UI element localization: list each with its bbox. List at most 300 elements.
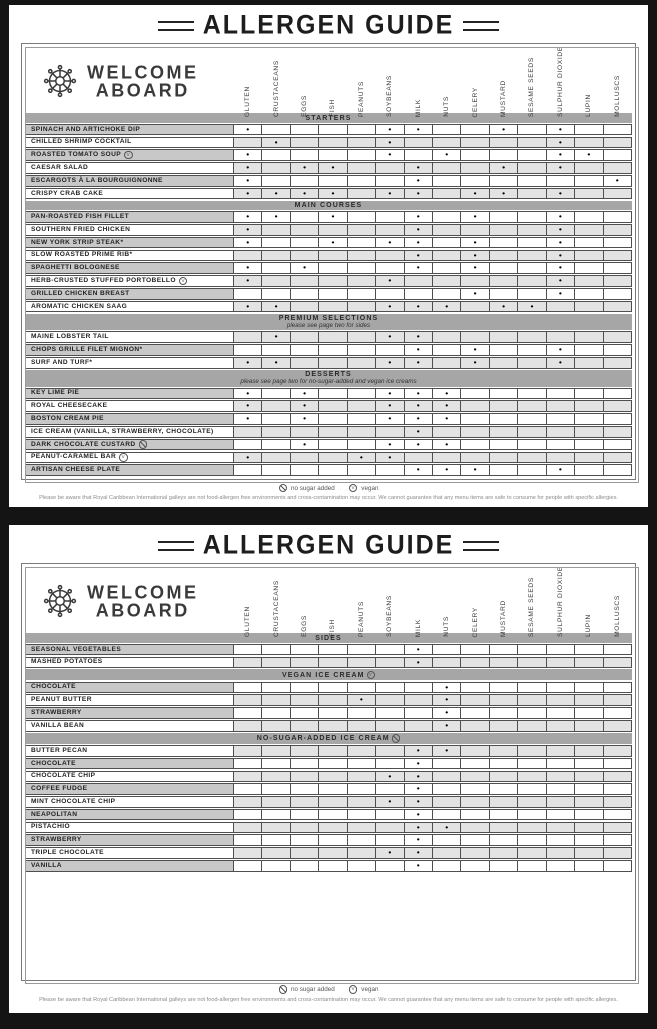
allergen-cell — [432, 275, 461, 287]
allergen-cell — [603, 834, 632, 846]
allergen-cell — [318, 262, 347, 274]
section-subtitle: please see page two for no-sugar-added and vegan ice creams — [240, 378, 417, 386]
allergen-cell — [432, 137, 461, 149]
table-row — [25, 783, 632, 795]
allergen-cell — [318, 707, 347, 719]
allergen-cell — [347, 288, 376, 300]
vegan-icon: V — [124, 151, 133, 160]
allergen-cell — [347, 426, 376, 438]
allergen-cell — [489, 644, 518, 656]
dish-name — [25, 783, 234, 795]
allergen-cell — [574, 720, 603, 732]
allergen-cell — [460, 224, 489, 236]
allergen-cell — [603, 439, 632, 451]
allergen-dot-cell: • — [404, 250, 433, 262]
allergen-column-label: EGGS — [301, 95, 309, 117]
allergen-cell — [603, 657, 632, 669]
table-frame — [21, 563, 636, 981]
allergen-cell — [290, 809, 319, 821]
allergen-cell — [603, 694, 632, 706]
allergen-cell — [261, 720, 290, 732]
allergen-dot-cell: • — [517, 301, 546, 313]
allergen-dot-cell: • — [546, 357, 575, 369]
allergen-dot-cell: • — [460, 262, 489, 274]
allergen-cell — [460, 413, 489, 425]
allergen-cell — [347, 439, 376, 451]
allergen-cell — [603, 682, 632, 694]
allergen-cell — [603, 400, 632, 412]
allergen-cell — [432, 657, 461, 669]
allergen-cell — [432, 250, 461, 262]
allergen-cell — [546, 847, 575, 859]
allergen-cell — [460, 301, 489, 313]
allergen-cell — [489, 657, 518, 669]
allergen-dot-cell: • — [404, 357, 433, 369]
helm-icon — [41, 62, 79, 100]
allergen-cell — [574, 834, 603, 846]
allergen-cell — [517, 694, 546, 706]
allergen-cell — [318, 331, 347, 343]
dish-name-text: GRILLED CHICKEN BREAST — [31, 289, 130, 297]
allergen-cell — [404, 137, 433, 149]
allergen-cell — [290, 175, 319, 187]
allergen-cell — [233, 250, 262, 262]
allergen-cell — [318, 694, 347, 706]
dish-name — [25, 426, 234, 438]
dish-name — [25, 188, 234, 200]
allergen-cell — [290, 694, 319, 706]
allergen-cell — [375, 694, 404, 706]
allergen-cell — [261, 452, 290, 464]
allergen-cell — [603, 847, 632, 859]
dish-name — [25, 224, 234, 236]
allergen-dot-cell: • — [460, 237, 489, 249]
allergen-dot-cell: • — [546, 288, 575, 300]
table-row — [25, 758, 632, 770]
allergen-cell — [318, 250, 347, 262]
allergen-cell — [290, 796, 319, 808]
dish-name-text: PAN-ROASTED FISH FILLET — [31, 213, 130, 221]
allergen-cell — [432, 211, 461, 223]
table-row — [25, 262, 632, 274]
allergen-cell — [375, 175, 404, 187]
allergen-cell — [318, 275, 347, 287]
allergen-cell — [290, 657, 319, 669]
allergen-cell — [404, 707, 433, 719]
allergen-cell — [233, 464, 262, 476]
allergen-column-label: SOYBEANS — [386, 595, 394, 637]
allergen-cell — [489, 275, 518, 287]
allergen-cell — [404, 720, 433, 732]
allergen-cell — [318, 745, 347, 757]
allergen-dot-cell: • — [404, 262, 433, 274]
allergen-cell — [603, 331, 632, 343]
dish-name-text: CHILLED SHRIMP COCKTAIL — [31, 138, 132, 146]
allergen-cell — [603, 771, 632, 783]
table-row — [25, 149, 632, 161]
allergen-cell — [290, 745, 319, 757]
table-row — [25, 344, 632, 356]
allergen-dot-cell: • — [261, 188, 290, 200]
dish-name-text: PEANUT-CARAMEL BAR — [31, 453, 117, 461]
logo-line2: ABOARD — [95, 599, 190, 621]
allergen-dot-cell: • — [546, 137, 575, 149]
allergen-cell — [290, 124, 319, 136]
allergen-cell — [233, 657, 262, 669]
allergen-dot-cell: • — [460, 357, 489, 369]
allergen-cell — [603, 388, 632, 400]
allergen-cell — [233, 707, 262, 719]
allergen-cell — [517, 452, 546, 464]
allergen-cell — [517, 331, 546, 343]
allergen-cell — [517, 644, 546, 656]
allergen-cell — [546, 809, 575, 821]
allergen-cell — [233, 439, 262, 451]
allergen-dot-cell: • — [432, 720, 461, 732]
dish-name — [25, 847, 234, 859]
allergen-dot-cell: • — [233, 149, 262, 161]
allergen-cell — [432, 758, 461, 770]
allergen-dot-cell: • — [375, 188, 404, 200]
allergen-cell — [546, 758, 575, 770]
allergen-cell — [375, 644, 404, 656]
dish-name-text: PISTACHIO — [31, 823, 71, 831]
allergen-column-label: NUTS — [443, 96, 451, 117]
allergen-dot-cell: • — [460, 344, 489, 356]
allergen-cell — [261, 175, 290, 187]
allergen-cell — [546, 694, 575, 706]
allergen-cell — [290, 847, 319, 859]
allergen-cell — [261, 288, 290, 300]
allergen-dot-cell: • — [233, 211, 262, 223]
allergen-cell — [574, 331, 603, 343]
allergen-cell — [546, 783, 575, 795]
dish-name — [25, 124, 234, 136]
allergen-cell — [261, 344, 290, 356]
allergen-cell — [460, 758, 489, 770]
allergen-dot-cell: • — [404, 834, 433, 846]
allergen-cell — [318, 357, 347, 369]
allergen-cell — [290, 860, 319, 872]
table-row — [25, 224, 632, 236]
allergen-cell — [290, 822, 319, 834]
allergen-dot-cell: • — [404, 771, 433, 783]
allergen-dot-cell: • — [546, 262, 575, 274]
allergen-cell — [574, 413, 603, 425]
table-row — [25, 175, 632, 187]
allergen-cell — [432, 452, 461, 464]
allergen-cell — [574, 657, 603, 669]
allergen-cell — [517, 211, 546, 223]
dish-name — [25, 860, 234, 872]
table-row — [25, 188, 632, 200]
allergen-column-label: SESAME SEEDS — [528, 576, 536, 637]
allergen-cell — [233, 344, 262, 356]
allergen-cell — [290, 644, 319, 656]
allergen-cell — [432, 809, 461, 821]
allergen-cell — [290, 426, 319, 438]
allergen-dot-cell: • — [404, 860, 433, 872]
allergen-cell — [489, 452, 518, 464]
allergen-dot-cell: • — [375, 149, 404, 161]
allergen-cell — [489, 847, 518, 859]
section-title: DESSERTS — [305, 371, 352, 379]
allergen-cell — [460, 745, 489, 757]
allergen-cell — [318, 796, 347, 808]
allergen-cell — [546, 439, 575, 451]
allergen-cell — [347, 796, 376, 808]
allergen-cell — [546, 175, 575, 187]
allergen-dot-cell: • — [432, 822, 461, 834]
allergen-column-label: EGGS — [301, 615, 309, 637]
allergen-cell — [546, 301, 575, 313]
allergen-cell — [460, 452, 489, 464]
allergen-dot-cell: • — [404, 439, 433, 451]
allergen-column-label: PEANUTS — [357, 600, 365, 637]
table-row — [25, 847, 632, 859]
allergen-cell — [574, 426, 603, 438]
allergen-cell — [261, 149, 290, 161]
allergen-cell — [460, 388, 489, 400]
allergen-cell — [460, 720, 489, 732]
allergen-column-label: MILK — [414, 618, 422, 637]
allergen-cell — [233, 783, 262, 795]
allergen-dot-cell: • — [233, 275, 262, 287]
allergen-cell — [318, 644, 347, 656]
legend-nsa-label: no sugar added — [291, 985, 335, 993]
allergen-cell — [261, 834, 290, 846]
section-title: NO-SUGAR-ADDED ICE CREAM — [25, 734, 632, 743]
allergen-cell — [546, 331, 575, 343]
section-title: PREMIUM SELECTIONS — [278, 315, 379, 322]
allergen-dot-cell: • — [404, 847, 433, 859]
allergen-cell — [603, 426, 632, 438]
allergen-column-label: PEANUTS — [357, 80, 365, 117]
allergen-cell — [347, 388, 376, 400]
allergen-cell — [318, 464, 347, 476]
allergen-cell — [318, 400, 347, 412]
allergen-cell — [517, 682, 546, 694]
brand-logo — [25, 582, 234, 620]
table-row — [25, 237, 632, 249]
legend — [9, 484, 648, 493]
dish-name — [25, 175, 234, 187]
allergen-cell — [460, 124, 489, 136]
allergen-cell — [517, 124, 546, 136]
dish-name — [25, 162, 234, 174]
allergen-cell — [290, 275, 319, 287]
allergen-dot-cell: • — [432, 694, 461, 706]
allergen-cell — [375, 344, 404, 356]
dish-name — [25, 357, 234, 369]
allergen-column-label: LUPIN — [585, 94, 593, 117]
allergen-cell — [546, 720, 575, 732]
allergen-cell — [517, 439, 546, 451]
allergen-cell — [290, 237, 319, 249]
allergen-dot-cell: • — [404, 796, 433, 808]
allergen-cell — [517, 137, 546, 149]
table-body — [25, 633, 632, 871]
allergen-cell — [347, 657, 376, 669]
allergen-cell — [517, 237, 546, 249]
table-row — [25, 452, 632, 464]
allergen-cell — [574, 237, 603, 249]
allergen-cell — [489, 149, 518, 161]
allergen-dot-cell: • — [546, 211, 575, 223]
allergen-cell — [432, 771, 461, 783]
allergen-cell — [432, 834, 461, 846]
allergen-cell — [603, 301, 632, 313]
allergen-cell — [574, 796, 603, 808]
allergen-cell — [489, 796, 518, 808]
allergen-cell — [489, 809, 518, 821]
allergen-cell — [290, 331, 319, 343]
dish-name-text: CHOPS GRILLE FILET MIGNON* — [31, 346, 143, 353]
allergen-cell — [375, 250, 404, 262]
dish-name — [25, 388, 234, 400]
allergen-guide-page-2 — [9, 525, 648, 1013]
allergen-cell — [375, 224, 404, 236]
allergen-dot-cell: • — [375, 301, 404, 313]
allergen-cell — [603, 188, 632, 200]
allergen-cell — [233, 426, 262, 438]
allergen-cell — [404, 682, 433, 694]
allergen-cell — [347, 357, 376, 369]
allergen-cell — [375, 834, 404, 846]
allergen-cell — [318, 426, 347, 438]
dish-name-text: ESCARGOTS À LA BOURGUIGNONNE — [31, 176, 163, 184]
allergen-cell — [489, 400, 518, 412]
section-header — [25, 201, 632, 211]
table-row — [25, 464, 632, 476]
dish-name — [25, 137, 234, 149]
allergen-cell — [603, 250, 632, 262]
allergen-dot-cell: • — [261, 211, 290, 223]
section-header — [25, 314, 632, 331]
legend-vegan-label: vegan — [361, 484, 379, 492]
allergen-cell — [603, 796, 632, 808]
title-rule-left — [158, 541, 194, 551]
allergen-cell — [603, 344, 632, 356]
allergen-cell — [347, 783, 376, 795]
allergen-dot-cell: • — [233, 124, 262, 136]
table-row — [25, 250, 632, 262]
allergen-cell — [489, 426, 518, 438]
allergen-cell — [603, 745, 632, 757]
allergen-cell — [546, 707, 575, 719]
allergen-cell — [347, 464, 376, 476]
allergen-column-label: CRUSTACEANS — [272, 579, 280, 637]
allergen-cell — [347, 162, 376, 174]
allergen-cell — [290, 224, 319, 236]
table-row — [25, 400, 632, 412]
allergen-cell — [375, 822, 404, 834]
allergen-cell — [517, 275, 546, 287]
allergen-cell — [318, 344, 347, 356]
allergen-cell — [261, 224, 290, 236]
allergen-cell — [290, 834, 319, 846]
page-title: ALLERGEN GUIDE — [202, 529, 455, 561]
allergen-cell — [375, 211, 404, 223]
table-row — [25, 644, 632, 656]
allergen-dot-cell: • — [318, 237, 347, 249]
allergen-cell — [489, 137, 518, 149]
allergen-cell — [290, 344, 319, 356]
allergen-cell — [603, 464, 632, 476]
allergen-dot-cell: • — [233, 162, 262, 174]
dish-name-text: TRIPLE CHOCOLATE — [31, 848, 104, 856]
allergen-dot-cell: • — [460, 250, 489, 262]
allergen-dot-cell: • — [460, 464, 489, 476]
allergen-cell — [574, 188, 603, 200]
allergen-dot-cell: • — [432, 682, 461, 694]
allergen-cell — [603, 124, 632, 136]
allergen-column-label: MOLLUSCS — [613, 75, 621, 117]
allergen-cell — [460, 682, 489, 694]
allergen-cell — [574, 250, 603, 262]
allergen-cell — [489, 758, 518, 770]
allergen-cell — [574, 439, 603, 451]
allergen-cell — [517, 809, 546, 821]
dish-name — [25, 694, 234, 706]
allergen-cell — [574, 124, 603, 136]
allergen-dot-cell: • — [375, 331, 404, 343]
allergen-cell — [375, 707, 404, 719]
allergen-dot-cell: • — [290, 439, 319, 451]
allergen-cell — [290, 771, 319, 783]
dish-name-text: PEANUT BUTTER — [31, 696, 92, 704]
dish-name-text: KEY LIME PIE — [31, 389, 80, 397]
allergen-cell — [347, 237, 376, 249]
table-body — [25, 113, 632, 476]
dish-name — [25, 464, 234, 476]
allergen-cell — [347, 275, 376, 287]
allergen-cell — [318, 771, 347, 783]
allergen-cell — [517, 400, 546, 412]
allergen-cell — [432, 426, 461, 438]
allergen-cell — [574, 137, 603, 149]
allergen-cell — [233, 682, 262, 694]
allergen-cell — [233, 860, 262, 872]
allergen-cell — [574, 847, 603, 859]
dish-name — [25, 301, 234, 313]
allergen-cell — [347, 224, 376, 236]
allergen-cell — [546, 796, 575, 808]
allergen-cell — [574, 275, 603, 287]
allergen-cell — [318, 758, 347, 770]
no-sugar-added-icon — [279, 484, 288, 493]
logo-line1: WELCOME — [87, 581, 199, 603]
allergen-cell — [432, 262, 461, 274]
allergen-cell — [489, 860, 518, 872]
allergen-cell — [489, 211, 518, 223]
allergen-cell — [261, 657, 290, 669]
allergen-cell — [574, 388, 603, 400]
brand-logo — [25, 62, 234, 100]
allergen-cell — [290, 137, 319, 149]
allergen-cell — [261, 124, 290, 136]
allergen-cell — [261, 250, 290, 262]
allergen-dot-cell: • — [603, 175, 632, 187]
allergen-cell — [546, 745, 575, 757]
table-row — [25, 771, 632, 783]
allergen-dot-cell: • — [290, 162, 319, 174]
dish-name — [25, 413, 234, 425]
section-title: VEGAN ICE CREAM V — [25, 671, 632, 680]
allergen-column-label: NUTS — [443, 616, 451, 637]
allergen-cell — [574, 809, 603, 821]
table-row — [25, 657, 632, 669]
